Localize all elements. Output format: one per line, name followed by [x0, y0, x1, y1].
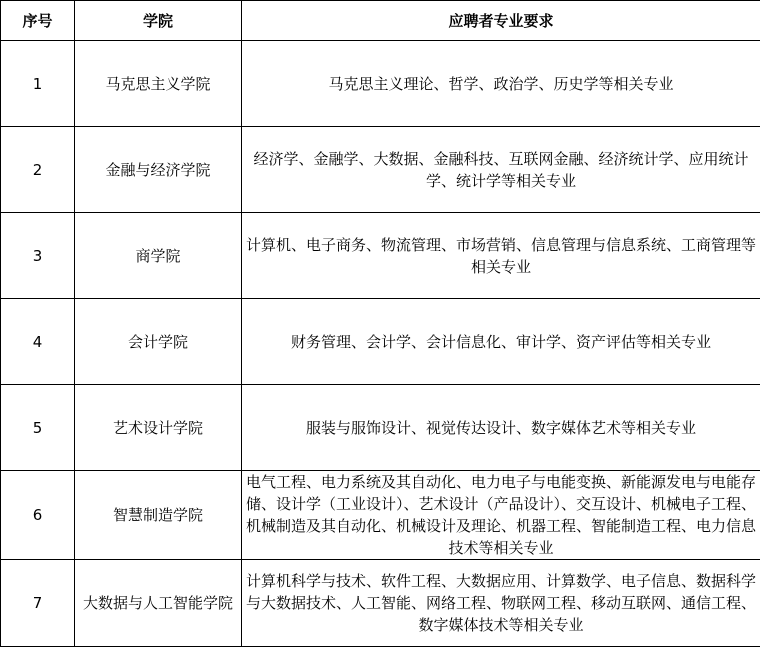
row-number: 6	[1, 471, 75, 560]
college-name: 商学院	[75, 213, 242, 299]
major-requirement: 马克思主义理论、哲学、政治学、历史学等相关专业	[242, 41, 760, 127]
table-row	[1, 385, 760, 471]
major-requirement: 计算机、电子商务、物流管理、市场营销、信息管理与信息系统、工商管理等相关专业	[242, 213, 760, 299]
college-name: 马克思主义学院	[75, 41, 242, 127]
major-requirement: 经济学、金融学、大数据、金融科技、互联网金融、经济统计学、应用统计学、统计学等相关专业	[242, 127, 760, 213]
table-row	[1, 213, 760, 299]
major-requirement: 计算机科学与技术、软件工程、大数据应用、计算数学、电子信息、数据科学与大数据技术、人工智能、网络工程、物联网工程、移动互联网、通信工程、数字媒体技术等相关专业	[242, 560, 760, 647]
college-name: 金融与经济学院	[75, 127, 242, 213]
row-number: 4	[1, 299, 75, 385]
row-number: 5	[1, 385, 75, 471]
major-requirement: 电气工程、电力系统及其自动化、电力电子与电能变换、新能源发电与电能存储、设计学（工业设计）、艺术设计（产品设计）、交互设计、机械电子工程、机械制造及其自动化、机械设计及理论、机器工程、智能制造工程、电力信息技术等相关专业	[242, 471, 760, 560]
table-row	[1, 127, 760, 213]
row-number: 3	[1, 213, 75, 299]
header-no: 序号	[1, 1, 75, 41]
row-number: 2	[1, 127, 75, 213]
header-college: 学院	[75, 1, 242, 41]
row-number: 1	[1, 41, 75, 127]
header-requirement: 应聘者专业要求	[242, 1, 760, 41]
major-requirement: 财务管理、会计学、会计信息化、审计学、资产评估等相关专业	[242, 299, 760, 385]
major-requirement: 服装与服饰设计、视觉传达设计、数字媒体艺术等相关专业	[242, 385, 760, 471]
college-name: 大数据与人工智能学院	[75, 560, 242, 647]
row-number: 7	[1, 560, 75, 647]
header-row	[1, 1, 760, 41]
table-row	[1, 560, 760, 647]
college-name: 智慧制造学院	[75, 471, 242, 560]
table-row	[1, 299, 760, 385]
college-name: 会计学院	[75, 299, 242, 385]
table-row	[1, 471, 760, 560]
table-row	[1, 41, 760, 127]
college-name: 艺术设计学院	[75, 385, 242, 471]
